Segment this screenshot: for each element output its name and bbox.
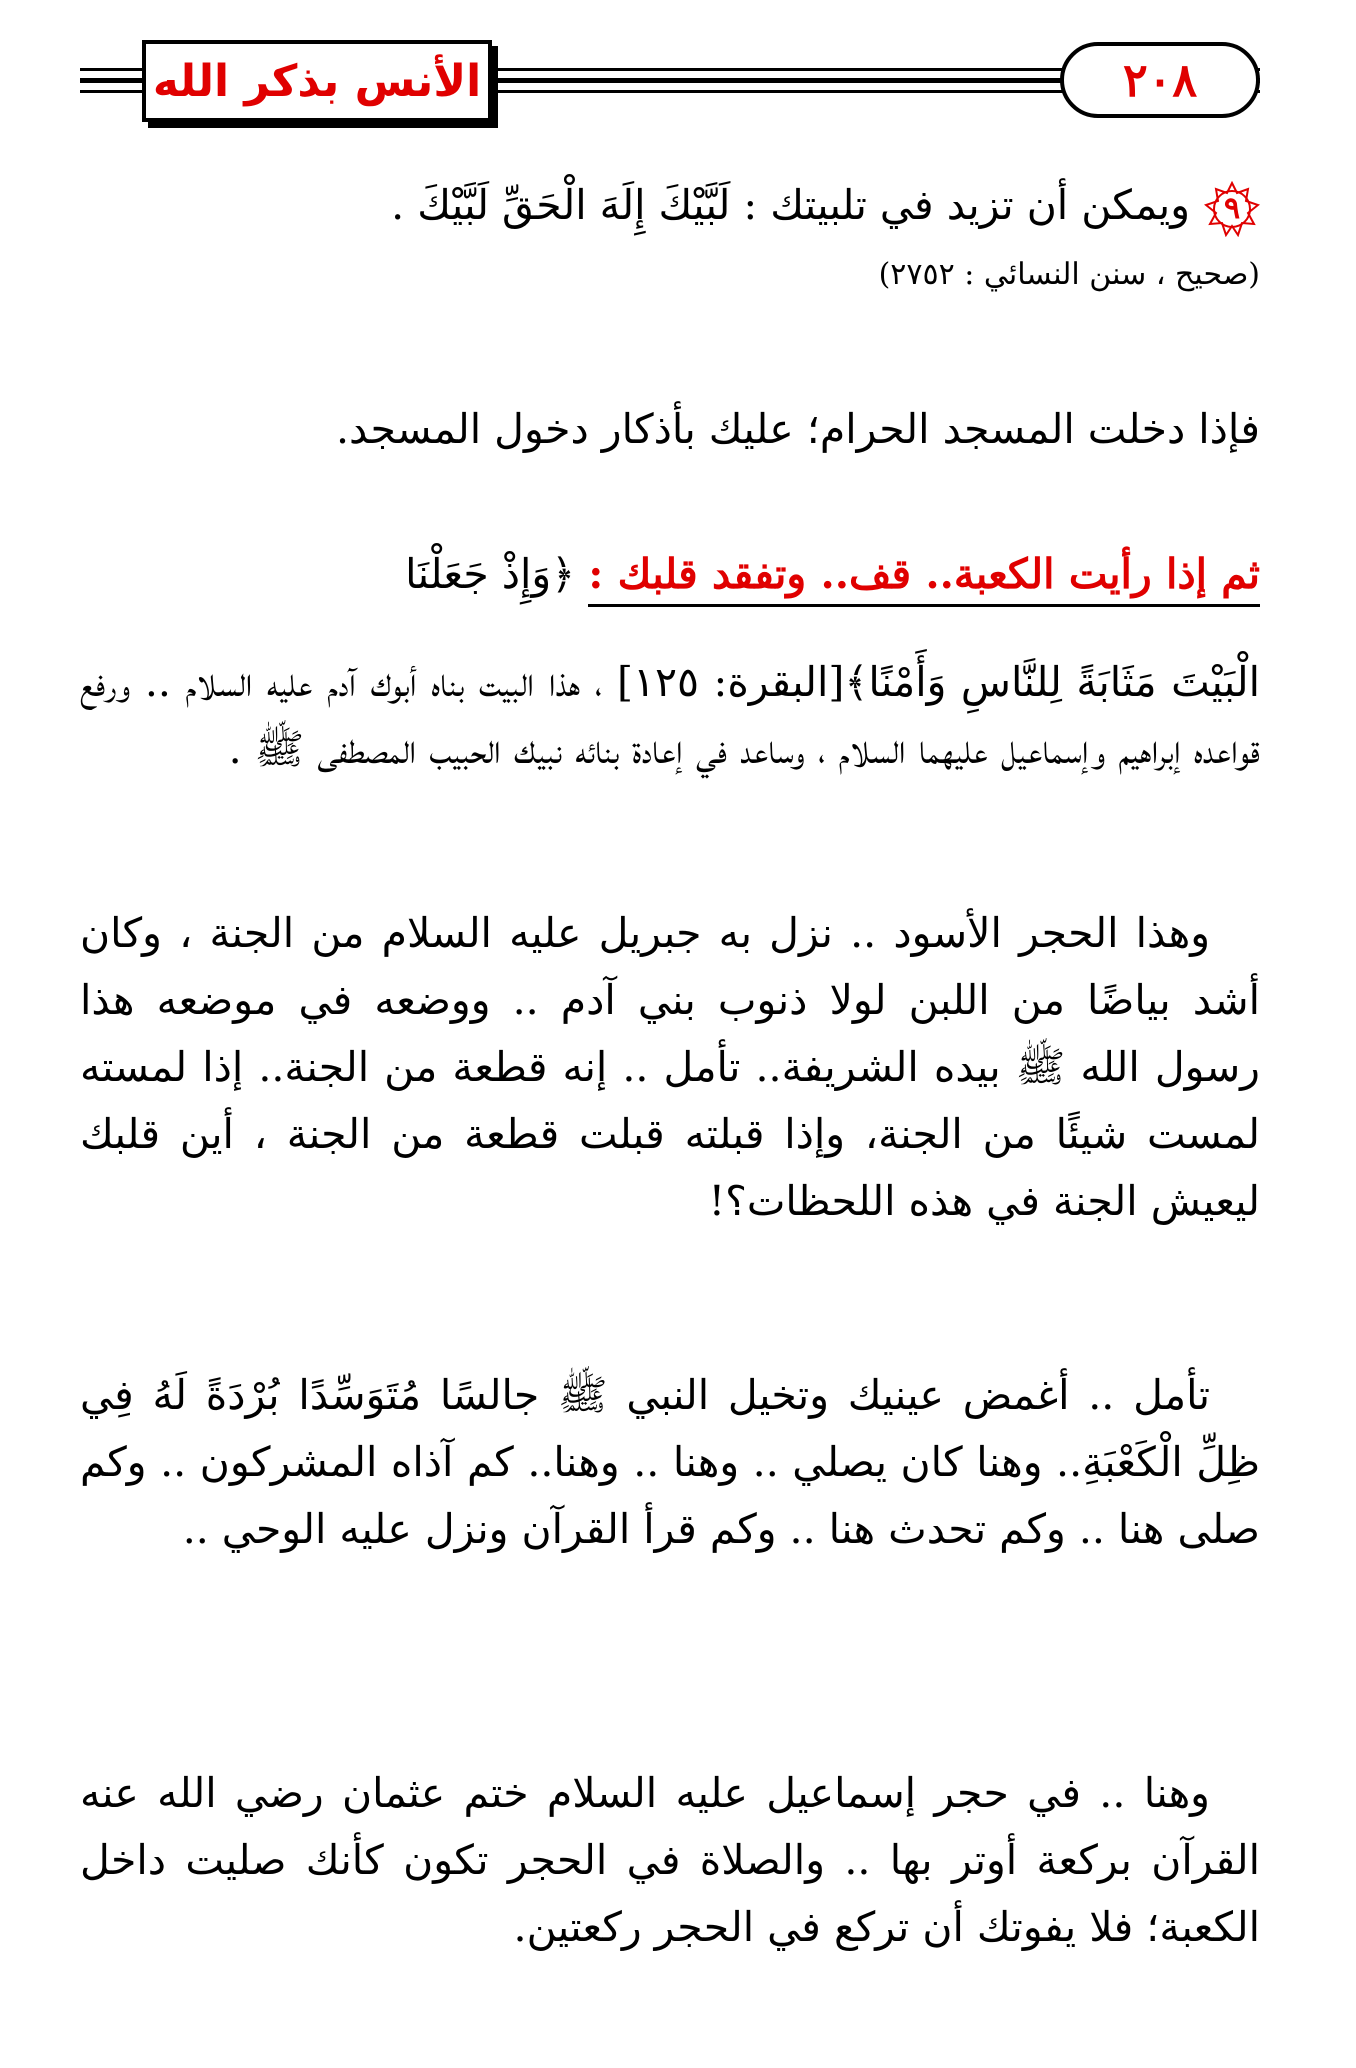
page-number: ٢٠٨: [1122, 53, 1198, 107]
item-text: ويمكن أن تزيد في تلبيتك : لَبَّيْكَ إِلَهَ الْحَقِّ لَبَّيْكَ .: [391, 181, 1190, 229]
running-title: الأنس بذكر الله: [152, 55, 482, 107]
hadith-source: (صحيح ، سنن النسائي : ٢٧٥٢): [878, 257, 1260, 292]
running-title-box: [142, 40, 492, 122]
kaaba-section: [80, 500, 1260, 783]
quran-verse-start: ﴿وَإِذْ جَعَلْنَا: [405, 550, 576, 598]
paragraph-4-block: [80, 1362, 1260, 1563]
paragraph-5-block: [80, 1760, 1260, 1961]
paragraph-4: تأمل .. أغمض عينيك وتخيل النبي ﷺ جالسًا مُتَوَسِّدًا بُرْدَةً لَهُ فِي ظِلِّ الْكَعْبَةِ.. وهنا كان يصلي .. وهنا .. وهنا.. كم آذاه المشركون .. وكم صلى هنا .. وكم تحدث هنا .. وكم قرأ القرآن ونزل عليه الوحي ..: [80, 1371, 1260, 1553]
paragraph-3-block: [80, 900, 1260, 1235]
item-text-line: [80, 172, 1260, 239]
page-number-badge: [1060, 42, 1260, 118]
item-block: [80, 172, 1260, 297]
section-heading: ثم إذا رأيت الكعبة.. قف.. وتفقد قلبك :: [588, 550, 1260, 598]
paragraph-5: وهنا .. في حجر إسماعيل عليه السلام ختم عثمان رضي الله عنه القرآن بركعة أوتر بها .. والصلاة في الحجر تكون كأنك صليت داخل الكعبة؛ فلا يفوتك أن تركع في الحجر ركعتين.: [80, 1769, 1260, 1951]
paragraph-3: وهذا الحجر الأسود .. نزل به جبريل عليه السلام من الجنة ، وكان أشد بياضًا من اللبن لولا ذنوب بني آدم .. ووضعه في موضعه هذا رسول الله ﷺ بيده الشريفة.. تأمل .. إنه قطعة من الجنة.. إذا لمسته لمست شيئًا من الجنة، وإذا قبلته قبلت قطعة من الجنة ، أين قلبك ليعيش الجنة في هذه اللحظات؟!: [80, 909, 1260, 1225]
section-heading-line: [80, 541, 1260, 608]
paragraph-2: الْبَيْتَ مَثَابَةً لِلنَّاسِ وَأَمْنًا﴾[البقرة: ١٢٥] ، هذا البيت بناه أبوك آدم عليه السلام .. ورفع قواعده إبراهيم وإسماعيل عليهما السلام ، وساعد في إعادة بنائه نبيك الحبيب المصطفى ﷺ .: [80, 658, 1260, 773]
item-number-badge: ٩: [1204, 181, 1260, 237]
paragraph-1: فإذا دخلت المسجد الحرام؛ عليك بأذكار دخول المسجد.: [335, 405, 1260, 453]
